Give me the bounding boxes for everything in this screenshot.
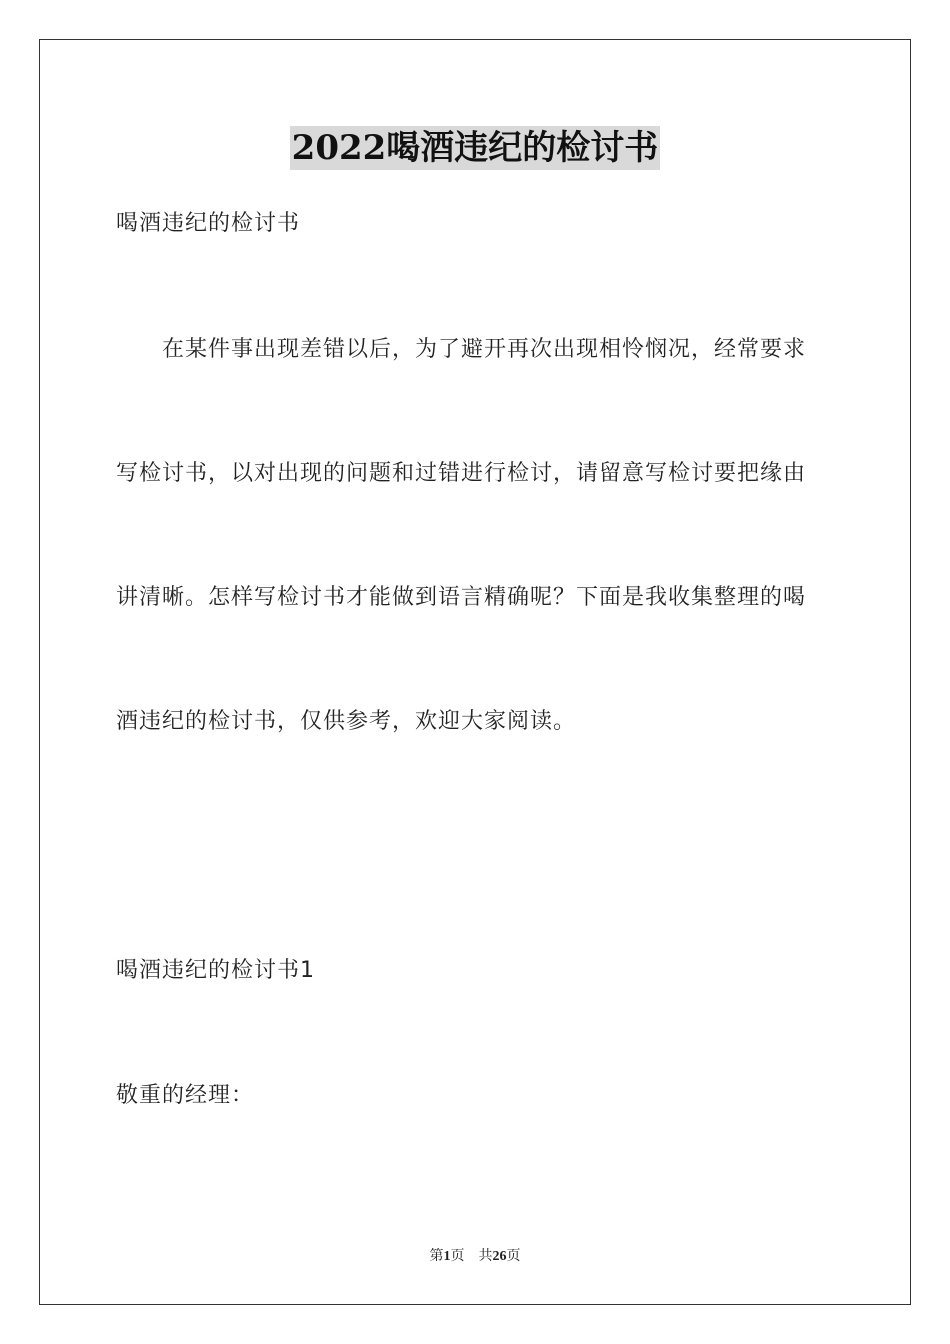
- intro-line-4: 酒违纪的检讨书，仅供参考，欢迎大家阅读。: [116, 709, 577, 734]
- intro-line-3: 讲清晰。怎样写检讨书才能做到语言精确呢？下面是我收集整理的喝: [116, 585, 807, 610]
- title-container: [0, 126, 950, 170]
- intro-line-2: 写检讨书，以对出现的问题和过错进行检讨，请留意写检讨要把缘由: [116, 461, 807, 486]
- section-heading: 喝酒违纪的检讨书1: [116, 958, 315, 983]
- footer-page-prefix: 第: [429, 1249, 444, 1264]
- salutation: 敬重的经理：: [116, 1083, 255, 1108]
- footer-page-total: 26: [492, 1249, 507, 1264]
- intro-line-1: 在某件事出现差错以后，为了避开再次出现相怜悯况，经常要求: [116, 337, 807, 362]
- footer-page-suffix: 页: [450, 1249, 465, 1264]
- document-subtitle: 喝酒违纪的检讨书: [116, 211, 301, 236]
- footer-total-prefix: 共: [478, 1249, 493, 1264]
- page-footer: [0, 1248, 950, 1266]
- footer-total-suffix: 页: [506, 1249, 521, 1264]
- footer-page-current: 1: [443, 1249, 451, 1264]
- document-title: 2022喝酒违纪的检讨书: [291, 128, 659, 168]
